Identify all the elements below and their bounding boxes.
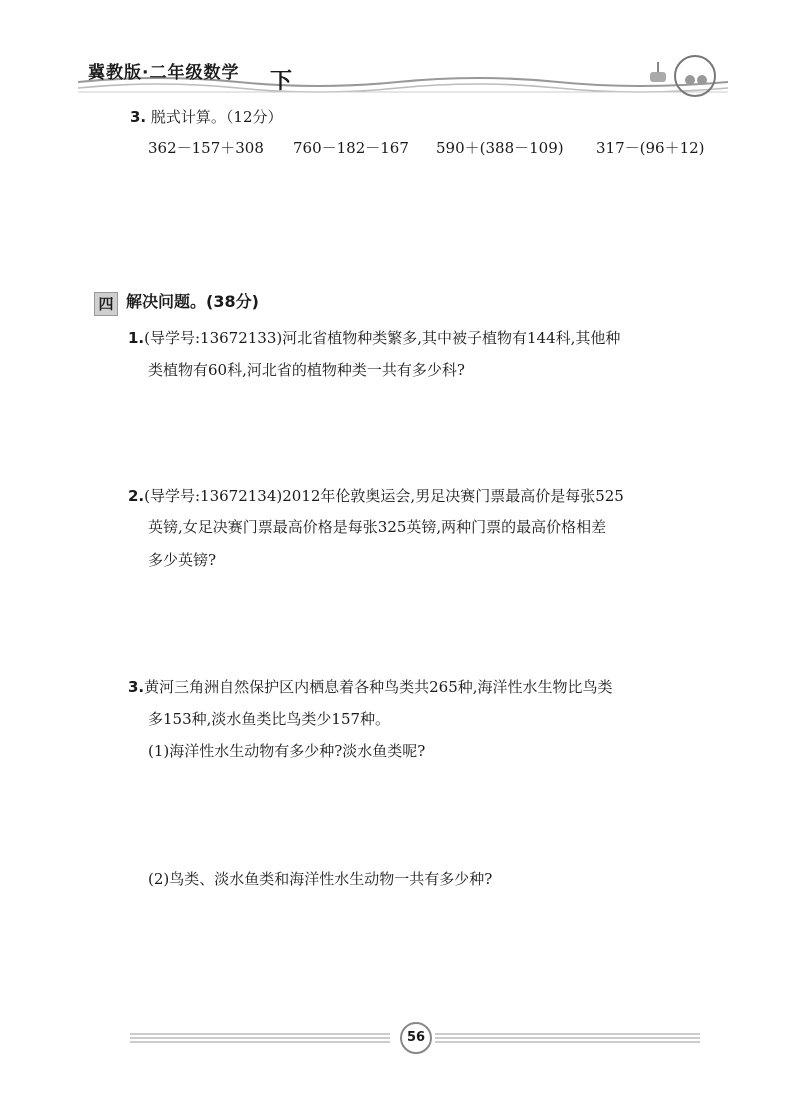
q3-line2: 多153种,淡水鱼类比鸟类少157种。 xyxy=(148,710,391,728)
q1-text-1: (导学号:13672133)河北省植物种类繁多,其中被子植物有144科,其他种 xyxy=(144,329,621,347)
q1-line2: 类植物有60科,河北省的植物种类一共有多少科? xyxy=(148,361,465,379)
expr-1: 362－157＋308 xyxy=(148,139,264,157)
q2-text-1: (导学号:13672134)2012年伦敦奥运会,男足决赛门票最高价是每张525 xyxy=(144,487,624,505)
section-4-title: 解决问题。(38分) xyxy=(126,292,259,311)
q3-sub2: (2)鸟类、淡水鱼类和海洋性水生动物一共有多少种? xyxy=(148,870,493,888)
header-volume: 下 xyxy=(270,69,293,94)
expr-4: 317－(96＋12) xyxy=(596,139,705,157)
page-number: 56 xyxy=(400,1022,432,1054)
q3-sub1: (1)海洋性水生动物有多少种?淡水鱼类呢? xyxy=(148,742,426,760)
q1-number: 1. xyxy=(128,329,145,347)
q3-line1 xyxy=(128,672,613,702)
q2-line1 xyxy=(128,481,624,511)
part3-heading xyxy=(130,102,283,132)
q1-line1 xyxy=(128,323,620,353)
part3-title: 脱式计算。（12分） xyxy=(150,108,283,126)
expr-2: 760－182－167 xyxy=(293,139,409,157)
q3-number: 3. xyxy=(128,678,145,696)
q2-line3: 多少英镑? xyxy=(148,551,217,569)
part3-number: 3. xyxy=(130,108,147,126)
expr-3: 590＋(388－109) xyxy=(436,139,564,157)
q2-number: 2. xyxy=(128,487,145,505)
header-title: 冀教版·二年级数学 xyxy=(88,63,240,83)
q3-text-1: 黄河三角洲自然保护区内栖息着各种鸟类共265种,海洋性水生物比鸟类 xyxy=(144,678,613,696)
header-cartoon-icon xyxy=(640,52,720,100)
section-4-badge: 四 xyxy=(94,292,118,316)
q2-line2: 英镑,女足决赛门票最高价格是每张325英镑,两种门票的最高价格相差 xyxy=(148,518,607,536)
